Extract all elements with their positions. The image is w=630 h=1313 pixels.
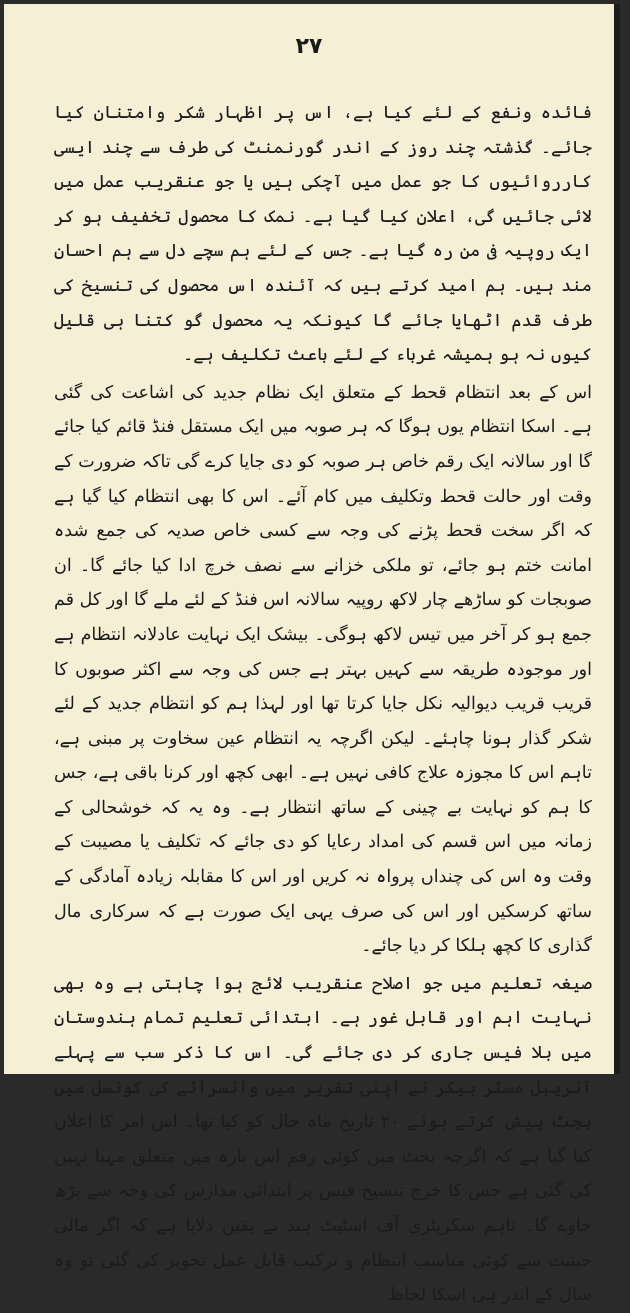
page-number: ۲۷: [295, 34, 323, 59]
paragraph-3: صیغہ تعلیم میں جو اصلاح عنقریب لائج ہوا چاہتی ہے وہ بھی نہایت اہم اور قابل غور ہے۔ ابتدائی تعلیم تمام ہندوستان میں بلا فیس جاری کر دی جائے گی۔ اس کا ذکر سب سے پہلے آنریبل مسٹر بیکر نے اپنی تقریر میں وائسرائے کی کونسل میں بجٹ پیش کرتے ہوئے ۲۰ تاریخ ماہ حال کو کیا تھا۔ اس امر کا اعلان کیا گیا ہے کہ اگرچہ بجٹ میں کوئی رقم اس بارہ میں متعلق مہیا نہیں کی گئی ہے جس کا خرچ تنسیخ فیس پر ابتدائی مدارس کی وجہ سے بڑھ جاوے گا۔ تاہم سکریٹری آف اسٹیٹ ہند نے یقین دلایا ہے کہ اگر مالی حیثیت سے کوئی مناسب انتظام و ترکیب قابل عمل تجویز کی گئی تو وہ سال کے اندر ہی اسکا لحاظ: [54, 973, 592, 1306]
paragraph-2: اس کے بعد انتظام قحط کے متعلق ایک نظام جدید کی اشاعت کی گئی ہے۔ اسکا انتظام یوں ہوگا کہ ہر صوبہ میں ایک مستقل فنڈ قائم کیا جائے گا اور سالانہ ایک رقم خاص ہر صوبہ کو دی جایا کرے گی تاکہ ضرورت کے وقت اور حالت قحط وتکلیف میں کام آئے۔ اس کا بھی انتظام کیا گیا ہے کہ اگر سخت قحط پڑنے کی وجہ سے کسی خاص صدیہ کی جمع شدہ امانت ختم ہو جائے، تو ملکی خزانے سے نصف خرچ ادا کیا جائے گا۔ ان صوبجات کو ساڑھے چار لاکھ روپیہ سالانہ اس فنڈ کے لئے ملے گا اور کل قم جمع ہو کر آخر میں تیس لاکھ ہوگی۔ بیشک ایک نہایت عادلانہ انتظام ہے اور موجودہ طریقہ سے کہیں بہتر ہے جس کی وجہ سے اکثر صوبوں کا قریب قریب دیوالیہ نکل جایا کرتا تھا اور لہذا ہم کو انتظام جدید کے لئے شکر گذار ہونا چاہئے۔ لیکن اگرچہ یہ انتظام عین سخاوت پر مبنی ہے، تاہم اس کا مجوزہ علاج کافی نہیں ہے۔ ابھی کچھ اور کرنا باقی ہے، جس کا ہم کو نہایت بے چینی کے ساتھ انتظار ہے۔ وہ یہ کہ خوشحالی کے زمانہ میں اس قسم کی امداد رعایا کو دی جائے کہ تکلیف یا مصیبت کے وقت وہ اس کی چنداں پرواہ نہ کریں اور اس کا مقابلہ زیادہ آمادگی کے ساتھ کرسکیں اور اس کی صرف یہی ایک صورت ہے کہ سرکاری مال گذاری کا کچھ ہلکا کر دیا جائے۔: [54, 382, 592, 957]
paragraph-1: فائدہ ونفع کے لئے کیا ہے، اس پر اظہار شکر وامتنان کیا جائے۔ گذشتہ چند روز کے اندر گورنمنٹ کی طرف سے چند ایسی کارروائیوں کا جو عمل میں آچکی ہیں یا جو عنقریب عمل میں لائی جائیں گی، اعلان کیا گیا ہے۔ نمک کا محصول تخفیف ہو کر ایک روپیہ فی من رہ گیا ہے۔ جس کے لئے ہم سچے دل سے ہم احسان مند ہیں۔ ہم امید کرتے ہیں کہ آئندہ اس محصول کی تنسیخ کی طرف قدم اٹھایا جائے گا کیونکہ یہ محصول گو کتنا ہی قلیل کیوں نہ ہو ہمیشہ غرباء کے لئے باعث تکلیف ہے۔: [54, 103, 592, 366]
book-page: [4, 4, 620, 1306]
page-text-body: [54, 96, 592, 1306]
